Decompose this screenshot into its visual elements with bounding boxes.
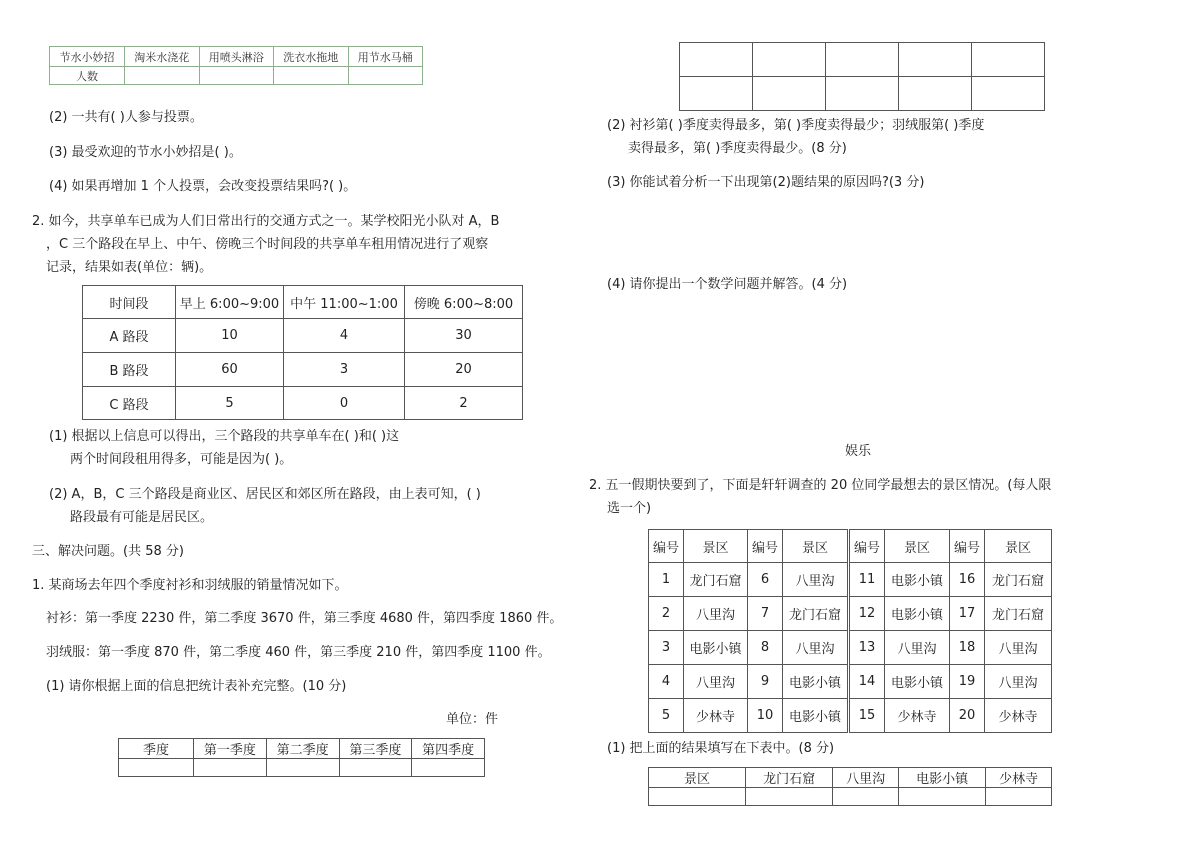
table-header-cell: 龙门石窟	[746, 768, 833, 788]
table-cell: 17	[950, 597, 985, 631]
question-text: 路段最有可能是居民区。	[70, 510, 214, 525]
table-header-cell: 编号	[849, 530, 885, 563]
table-cell: 电影小镇	[885, 665, 950, 699]
table-header-cell: 景区	[649, 768, 746, 788]
table-cell	[826, 43, 899, 77]
table-cell	[266, 759, 339, 777]
question-text: 羽绒服：第一季度 870 件，第二季度 460 件，第三季度 210 件，第四季度 1100 件。	[46, 645, 551, 660]
table-cell	[274, 67, 349, 85]
table-cell: 10	[176, 319, 284, 353]
table-cell: 0	[284, 387, 405, 420]
question-text: (4) 如果再增加 1 个人投票，会改变投票结果吗?( )。	[49, 179, 357, 194]
table-cell: 八里沟	[885, 631, 950, 665]
table-cell: 人数	[50, 67, 125, 85]
question-text: 2. 如今，共享单车已成为人们日常出行的交通方式之一。某学校阳光小队对 A，B	[32, 214, 500, 229]
table-header-cell: 编号	[649, 530, 684, 563]
table-cell: 5	[176, 387, 284, 420]
table-cell: 9	[748, 665, 783, 699]
table-cell: 电影小镇	[783, 665, 849, 699]
table-cell: 电影小镇	[885, 563, 950, 597]
question-text: (2) 衬衫第( )季度卖得最多，第( )季度卖得最少；羽绒服第( )季度	[607, 118, 985, 133]
table-cell: 16	[950, 563, 985, 597]
question-text: 选一个)	[607, 501, 652, 516]
table-header-cell: 景区	[885, 530, 950, 563]
table-header-cell: 时间段	[83, 286, 176, 319]
table-cell	[826, 77, 899, 111]
table-header-cell: 少林寺	[986, 768, 1052, 788]
table-header-cell: 编号	[950, 530, 985, 563]
question-text: (1) 请你根据上面的信息把统计表补充完整。(10 分)	[46, 679, 347, 694]
table-cell	[649, 788, 746, 806]
section-heading: 三、解决问题。(共 58 分)	[32, 544, 184, 559]
table-header-cell: 景区	[783, 530, 849, 563]
table-cell: 30	[405, 319, 523, 353]
table-header-cell: 早上 6:00~9:00	[176, 286, 284, 319]
table-cell: 1	[649, 563, 684, 597]
table-cell: 少林寺	[885, 699, 950, 733]
bike-rental-table	[82, 285, 523, 420]
table-cell	[753, 43, 826, 77]
question-text: 2. 五一假期快要到了，下面是轩轩调查的 20 位同学最想去的景区情况。(每人限	[589, 478, 1052, 493]
table-header-cell: 编号	[748, 530, 783, 563]
scenic-tally-table	[648, 767, 1052, 806]
table-cell: 洗衣水拖地	[274, 47, 349, 67]
question-text: (3) 你能试着分析一下出现第(2)题结果的原因吗?(3 分)	[607, 175, 925, 190]
table-cell: 龙门石窟	[985, 563, 1052, 597]
table-cell: 电影小镇	[684, 631, 748, 665]
question-text: 记录，结果如表(单位：辆)。	[46, 260, 213, 275]
table-cell: 电影小镇	[885, 597, 950, 631]
table-cell	[412, 759, 485, 777]
question-text: (2) 一共有( )人参与投票。	[49, 110, 203, 125]
question-text: (1) 根据以上信息可以得出，三个路段的共享单车在( )和( )这	[49, 429, 400, 444]
table-cell	[972, 43, 1045, 77]
table-header-cell: 傍晚 6:00~8:00	[405, 286, 523, 319]
table-cell: 18	[950, 631, 985, 665]
table-cell: 八里沟	[783, 563, 849, 597]
table-cell: 2	[405, 387, 523, 420]
table-cell: C 路段	[83, 387, 176, 420]
table-header-cell: 景区	[684, 530, 748, 563]
table-cell	[833, 788, 899, 806]
table-cell: 20	[405, 353, 523, 387]
table-cell: 龙门石窟	[783, 597, 849, 631]
table-header-cell: 中午 11:00~1:00	[284, 286, 405, 319]
table-cell	[753, 77, 826, 111]
table-cell: 八里沟	[783, 631, 849, 665]
table-cell: 淘米水浇花	[125, 47, 200, 67]
table-cell: A 路段	[83, 319, 176, 353]
table-cell	[899, 77, 972, 111]
table-header-cell: 第二季度	[266, 739, 339, 759]
table-cell	[972, 77, 1045, 111]
table-cell	[680, 77, 753, 111]
table-cell: 14	[849, 665, 885, 699]
table-cell: 八里沟	[684, 665, 748, 699]
table-cell: 节水小妙招	[50, 47, 125, 67]
table-cell	[125, 67, 200, 85]
table-cell: 19	[950, 665, 985, 699]
table-header-cell: 第一季度	[194, 739, 267, 759]
table-cell	[899, 43, 972, 77]
table-cell: 龙门石窟	[985, 597, 1052, 631]
question-text: 卖得最多，第( )季度卖得最少。(8 分)	[628, 141, 847, 156]
question-text: (4) 请你提出一个数学问题并解答。(4 分)	[607, 277, 848, 292]
table-header-cell: 八里沟	[833, 768, 899, 788]
scenic-survey-table	[648, 529, 1052, 733]
section-title: 娱乐	[845, 444, 872, 459]
table-cell	[119, 759, 194, 777]
table-cell	[199, 67, 274, 85]
question-text: 两个时间段租用得多，可能是因为( )。	[70, 452, 293, 467]
table-cell: 13	[849, 631, 885, 665]
table-cell: 2	[649, 597, 684, 631]
table-cell	[746, 788, 833, 806]
table-cell: 10	[748, 699, 783, 733]
table-cell	[986, 788, 1052, 806]
water-saving-table	[49, 46, 423, 85]
table-cell: 12	[849, 597, 885, 631]
question-text: (1) 把上面的结果填写在下表中。(8 分)	[607, 741, 835, 756]
table-cell: 八里沟	[985, 665, 1052, 699]
question-text: 1. 某商场去年四个季度衬衫和羽绒服的销量情况如下。	[32, 578, 348, 593]
table-header-cell: 第三季度	[339, 739, 412, 759]
table-cell: 八里沟	[684, 597, 748, 631]
table-cell: 15	[849, 699, 885, 733]
table-cell: 龙门石窟	[684, 563, 748, 597]
table-header-cell: 电影小镇	[898, 768, 985, 788]
table-cell: 11	[849, 563, 885, 597]
table-cell	[194, 759, 267, 777]
table-cell	[680, 43, 753, 77]
table-header-cell: 第四季度	[412, 739, 485, 759]
question-text: ，C 三个路段在早上、中午、傍晚三个时间段的共享单车租用情况进行了观察	[46, 237, 489, 252]
table-cell: 20	[950, 699, 985, 733]
table-cell: 3	[649, 631, 684, 665]
table-cell: B 路段	[83, 353, 176, 387]
table-cell: 用节水马桶	[348, 47, 423, 67]
table-cell: 少林寺	[985, 699, 1052, 733]
table-cell: 少林寺	[684, 699, 748, 733]
table-cell: 4	[284, 319, 405, 353]
table-header-cell: 季度	[119, 739, 194, 759]
table-cell: 八里沟	[985, 631, 1052, 665]
table-cell: 4	[649, 665, 684, 699]
table-cell: 5	[649, 699, 684, 733]
question-text: (2) A，B，C 三个路段是商业区、居民区和郊区所在路段，由上表可知，( )	[49, 487, 481, 502]
empty-answer-table	[679, 42, 1045, 111]
table-cell: 6	[748, 563, 783, 597]
table-cell: 7	[748, 597, 783, 631]
question-text: (3) 最受欢迎的节水小妙招是( )。	[49, 145, 242, 160]
table-cell	[898, 788, 985, 806]
table-cell: 60	[176, 353, 284, 387]
table-header-cell: 景区	[985, 530, 1052, 563]
table-cell	[348, 67, 423, 85]
table-cell: 3	[284, 353, 405, 387]
unit-label: 单位：件	[446, 712, 499, 727]
table-cell: 8	[748, 631, 783, 665]
question-text: 衬衫：第一季度 2230 件，第二季度 3670 件，第三季度 4680 件，第四季度 1860 件。	[46, 611, 563, 626]
season-sales-table	[118, 738, 485, 777]
table-cell: 用喷头淋浴	[199, 47, 274, 67]
table-cell: 电影小镇	[783, 699, 849, 733]
table-cell	[339, 759, 412, 777]
